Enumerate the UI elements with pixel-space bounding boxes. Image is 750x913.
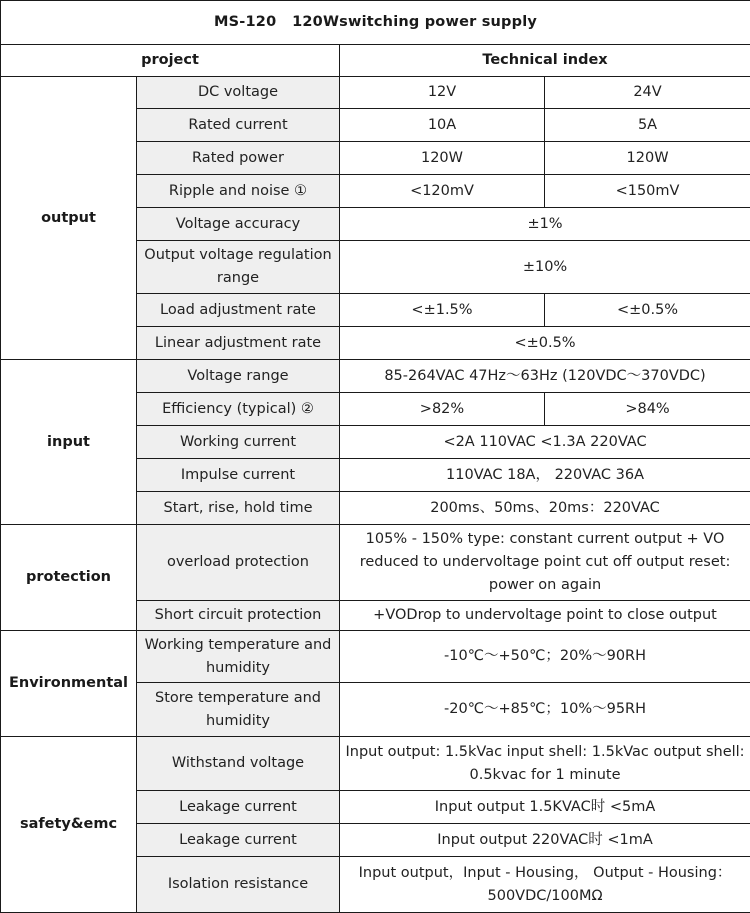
param-label: Load adjustment rate — [137, 294, 340, 327]
value-12v: <120mV — [340, 175, 545, 208]
header-project: project — [1, 45, 340, 77]
value-merged: ±1% — [340, 208, 750, 241]
param-label: Voltage accuracy — [137, 208, 340, 241]
param-label: Output voltage regulation range — [137, 241, 340, 294]
value-merged: +VODrop to undervoltage point to close output — [340, 601, 750, 631]
param-label: Withstand voltage — [137, 737, 340, 791]
value-merged: Input output 1.5KVAC时 <5mA — [340, 791, 750, 824]
param-label: Leakage current — [137, 791, 340, 824]
value-24v: >84% — [545, 393, 750, 426]
value-12v: <±1.5% — [340, 294, 545, 327]
param-label: Voltage range — [137, 360, 340, 393]
value-merged: Input output 220VAC时 <1mA — [340, 824, 750, 857]
param-label: Efficiency (typical) ② — [137, 393, 340, 426]
value-24v: 24V — [545, 77, 750, 109]
value-merged: 110VAC 18A， 220VAC 36A — [340, 459, 750, 492]
param-label: Short circuit protection — [137, 601, 340, 631]
param-label: Ripple and noise ① — [137, 175, 340, 208]
value-24v: <±0.5% — [545, 294, 750, 327]
table-row — [1, 631, 750, 683]
value-merged: Input output，Input - Housing， Output - Housing：500VDC/100MΩ — [340, 857, 750, 913]
value-24v: 5A — [545, 109, 750, 142]
param-label: overload protection — [137, 525, 340, 601]
value-merged: <2A 110VAC <1.3A 220VAC — [340, 426, 750, 459]
value-merged: 85-264VAC 47Hz～63Hz (120VDC～370VDC) — [340, 360, 750, 393]
param-label: Store temperature and humidity — [137, 683, 340, 737]
table-row — [1, 77, 750, 109]
table-title: MS-120 120Wswitching power supply — [1, 1, 750, 45]
header-technical-index: Technical index — [340, 45, 750, 77]
param-label: Leakage current — [137, 824, 340, 857]
table-row — [1, 525, 750, 601]
value-12v: 12V — [340, 77, 545, 109]
param-label: Isolation resistance — [137, 857, 340, 913]
value-merged: -10℃～+50℃；20%～90RH — [340, 631, 750, 683]
group-protection: protection — [1, 525, 137, 631]
value-24v: <150mV — [545, 175, 750, 208]
param-label: Working temperature and humidity — [137, 631, 340, 683]
table-row — [1, 360, 750, 393]
group-output: output — [1, 77, 137, 360]
group-safety-emc: safety&emc — [1, 737, 137, 913]
value-12v: >82% — [340, 393, 545, 426]
value-24v: 120W — [545, 142, 750, 175]
param-label: Impulse current — [137, 459, 340, 492]
value-merged: -20℃～+85℃；10%～95RH — [340, 683, 750, 737]
param-label: Rated power — [137, 142, 340, 175]
table-row — [1, 737, 750, 791]
group-input: input — [1, 360, 137, 525]
param-label: DC voltage — [137, 77, 340, 109]
param-label: Rated current — [137, 109, 340, 142]
value-merged: <±0.5% — [340, 327, 750, 360]
value-merged: Input output: 1.5kVac input shell: 1.5kVac output shell: 0.5kvac for 1 minute — [340, 737, 750, 791]
value-merged: 200ms、50ms、20ms：220VAC — [340, 492, 750, 525]
param-label: Linear adjustment rate — [137, 327, 340, 360]
value-12v: 120W — [340, 142, 545, 175]
group-environmental: Environmental — [1, 631, 137, 737]
param-label: Working current — [137, 426, 340, 459]
value-12v: 10A — [340, 109, 545, 142]
value-merged: ±10% — [340, 241, 750, 294]
value-merged: 105% - 150% type: constant current output + VO reduced to undervoltage point cut off output reset: power on again — [340, 525, 750, 601]
param-label: Start, rise, hold time — [137, 492, 340, 525]
